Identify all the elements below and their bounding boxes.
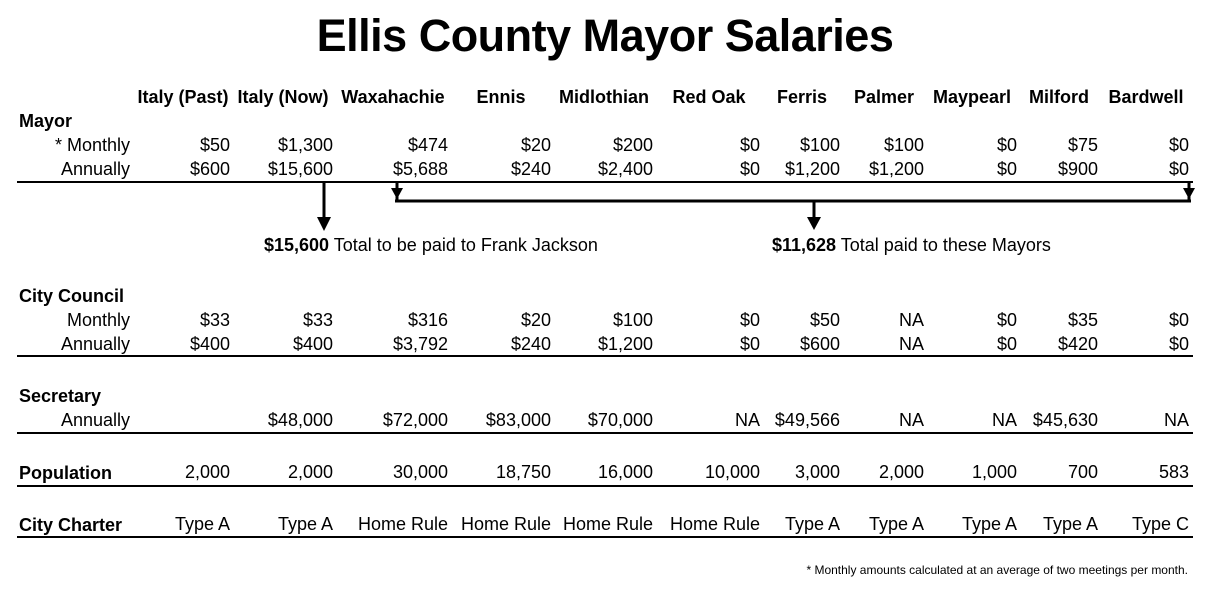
council-monthly-cell: $20 <box>520 310 551 330</box>
population-cell: 2,000 <box>287 462 333 482</box>
secretary-annually-cell: $49,566 <box>774 410 840 430</box>
population-cell: 2,000 <box>184 462 230 482</box>
column-header: Maypearl <box>932 87 1012 107</box>
mayor-monthly-cell: $0 <box>1168 135 1189 155</box>
mayor-annually-cell: $15,600 <box>267 159 333 179</box>
city-charter-cell: Home Rule <box>669 514 760 534</box>
mayor-annually-cell: $5,688 <box>392 159 448 179</box>
city-charter-cell: Type A <box>961 514 1017 534</box>
section-label-mayor: Mayor <box>19 111 73 131</box>
section-label-city-charter: City Charter <box>19 515 123 535</box>
mayor-annually-cell: $1,200 <box>868 159 924 179</box>
column-header: Bardwell <box>1108 87 1184 107</box>
population-cell: 30,000 <box>392 462 448 482</box>
row-label-mayor-monthly: * Monthly <box>54 135 130 155</box>
secretary-annually-cell: $83,000 <box>485 410 551 430</box>
column-header: Milford <box>1029 87 1089 107</box>
council-monthly-cell: $35 <box>1067 310 1098 330</box>
population-cell: 1,000 <box>971 462 1017 482</box>
mayor-annually-cell: $240 <box>510 159 551 179</box>
mayor-monthly-cell: $50 <box>199 135 230 155</box>
population-cell: 3,000 <box>794 462 840 482</box>
row-label-mayor-annually: Annually <box>60 159 130 179</box>
row-label-council-annually: Annually <box>60 334 130 354</box>
city-charter-cell: Type A <box>868 514 924 534</box>
section-label-city-council: City Council <box>19 286 125 306</box>
others-total-text: Total paid to these Mayors <box>840 235 1051 255</box>
footnote: * Monthly amounts calculated at an average of two meetings per month. <box>806 563 1188 577</box>
frank-total-amount: $15,600 <box>264 235 330 255</box>
council-monthly-cell: $50 <box>809 310 840 330</box>
population-cell: 10,000 <box>704 462 760 482</box>
population-cell: 583 <box>1158 462 1189 482</box>
mayor-monthly-cell: $100 <box>799 135 840 155</box>
council-monthly-cell: $0 <box>1168 310 1189 330</box>
council-monthly-cell: $33 <box>302 310 333 330</box>
column-header: Italy (Past) <box>137 87 229 107</box>
column-header: Red Oak <box>672 87 746 107</box>
mayor-annually-cell: $0 <box>739 159 760 179</box>
council-annually-cell: $0 <box>996 334 1017 354</box>
row-label-council-monthly: Monthly <box>66 310 130 330</box>
city-charter-cell: Type A <box>784 514 840 534</box>
council-annually-cell: $0 <box>739 334 760 354</box>
others-total-amount: $11,628 <box>772 235 837 255</box>
secretary-annually-cell: NA <box>991 410 1017 430</box>
secretary-annually-cell: $48,000 <box>267 410 333 430</box>
council-monthly-cell: NA <box>898 310 924 330</box>
mayor-monthly-cell: $200 <box>612 135 653 155</box>
city-charter-cell: Type A <box>1042 514 1098 534</box>
others-arrow-head <box>807 217 821 230</box>
city-charter-cell: Type A <box>277 514 333 534</box>
mayor-annually-cell: $0 <box>1168 159 1189 179</box>
bracket-left-head <box>391 188 403 199</box>
council-annually-cell: NA <box>898 334 924 354</box>
column-header: Palmer <box>853 87 915 107</box>
council-annually-cell: $420 <box>1057 334 1098 354</box>
column-header: Waxahachie <box>341 87 445 107</box>
population-cell: 18,750 <box>495 462 551 482</box>
council-monthly-cell: $100 <box>612 310 653 330</box>
council-annually-cell: $3,792 <box>392 334 448 354</box>
mayor-monthly-cell: $100 <box>883 135 924 155</box>
frank-total-text: Total to be paid to Frank Jackson <box>333 235 598 255</box>
secretary-annually-cell: $70,000 <box>587 410 653 430</box>
city-charter-cell: Type A <box>174 514 230 534</box>
council-annually-cell: $600 <box>799 334 840 354</box>
council-monthly-cell: $0 <box>996 310 1017 330</box>
frank-total <box>264 234 598 256</box>
council-annually-cell: $1,200 <box>597 334 653 354</box>
council-monthly-cell: $33 <box>199 310 230 330</box>
council-annually-cell: $0 <box>1168 334 1189 354</box>
city-charter-cell: Home Rule <box>357 514 448 534</box>
population-cell: 16,000 <box>597 462 653 482</box>
mayor-monthly-cell: $0 <box>996 135 1017 155</box>
section-label-secretary: Secretary <box>19 386 102 406</box>
city-charter-cell: Type C <box>1131 514 1189 534</box>
council-monthly-cell: $0 <box>739 310 760 330</box>
secretary-annually-cell: NA <box>1163 410 1189 430</box>
others-total <box>772 234 1051 256</box>
council-annually-cell: $400 <box>189 334 230 354</box>
mayor-monthly-cell: $75 <box>1067 135 1098 155</box>
secretary-annually-cell: $45,630 <box>1032 410 1098 430</box>
secretary-annually-cell: NA <box>734 410 760 430</box>
column-header: Ferris <box>776 87 828 107</box>
column-header: Italy (Now) <box>237 87 329 107</box>
frank-arrow-head <box>317 217 331 231</box>
mayor-annually-cell: $1,200 <box>784 159 840 179</box>
section-label-population: Population <box>19 463 112 483</box>
mayor-annually-cell: $0 <box>996 159 1017 179</box>
mayor-monthly-cell: $1,300 <box>277 135 333 155</box>
council-annually-cell: $240 <box>510 334 551 354</box>
mayor-annually-cell: $900 <box>1057 159 1098 179</box>
mayor-annually-cell: $600 <box>189 159 230 179</box>
mayor-annually-cell: $2,400 <box>597 159 653 179</box>
mayor-monthly-cell: $20 <box>520 135 551 155</box>
column-header: Ennis <box>476 87 526 107</box>
council-annually-cell: $400 <box>292 334 333 354</box>
population-cell: 700 <box>1067 462 1098 482</box>
city-charter-cell: Home Rule <box>460 514 551 534</box>
secretary-annually-cell: $72,000 <box>382 410 448 430</box>
population-cell: 2,000 <box>878 462 924 482</box>
mayor-monthly-cell: $474 <box>407 135 448 155</box>
secretary-annually-cell: NA <box>898 410 924 430</box>
row-label-secretary-annually: Annually <box>60 410 130 430</box>
bracket-right-head <box>1183 188 1195 199</box>
page-title: Ellis County Mayor Salaries <box>316 10 894 61</box>
mayor-monthly-cell: $0 <box>739 135 760 155</box>
city-charter-cell: Home Rule <box>562 514 653 534</box>
council-monthly-cell: $316 <box>407 310 448 330</box>
column-header: Midlothian <box>559 87 649 107</box>
